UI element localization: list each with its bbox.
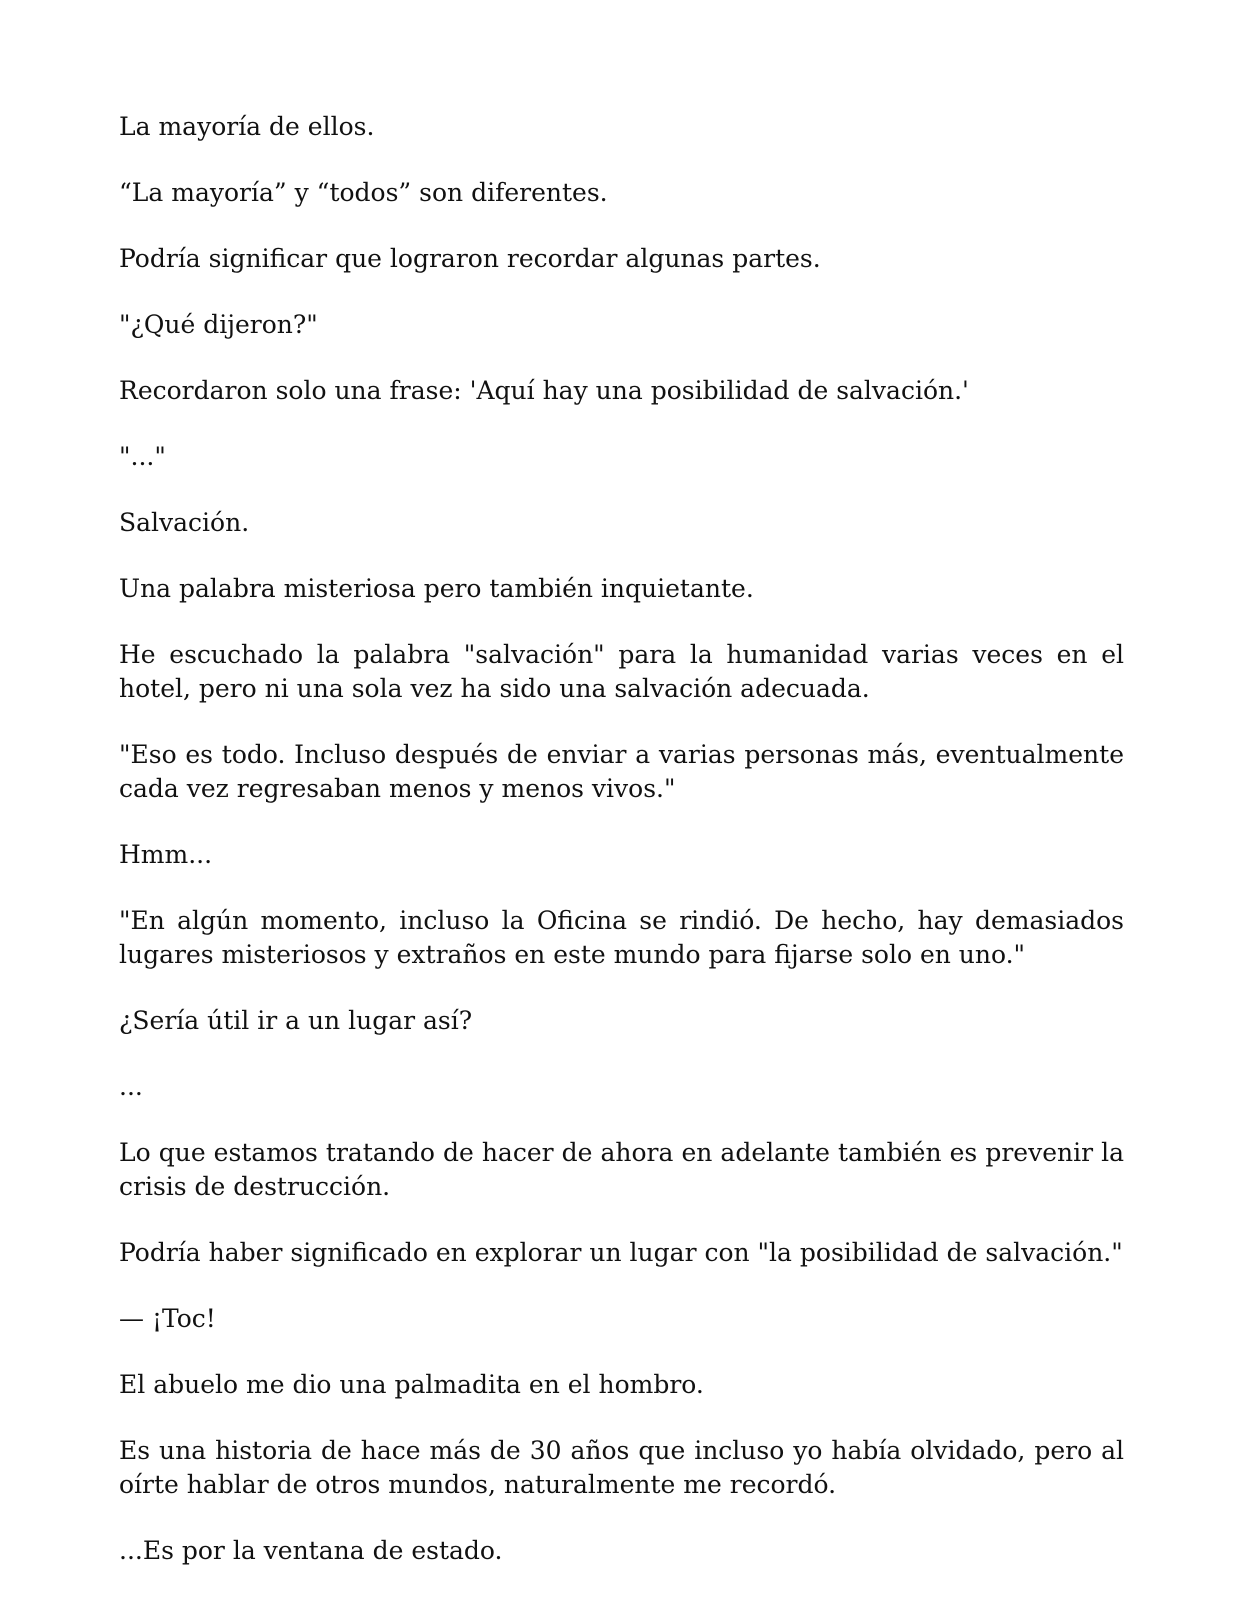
paragraph: Hmm... [119,840,213,869]
paragraph: Salvación. [119,508,250,537]
paragraph: "¿Qué dijeron?" [119,310,318,339]
paragraph: ¿Sería útil ir a un lugar así? [119,1006,473,1035]
paragraph: He escuchado la palabra "salvación" para la humanidad varias veces en el hotel, pero ni una sola vez ha sido una salvación adecuada. [119,640,1124,703]
paragraph: "En algún momento, incluso la Oficina se rindió. De hecho, hay demasiados lugares misteriosos y extraños en este mundo para fijarse solo en uno." [119,906,1124,969]
paragraph: “La mayoría” y “todos” son diferentes. [119,178,608,207]
paragraph: Una palabra misteriosa pero también inquietante. [119,574,754,603]
paragraph: Lo que estamos tratando de hacer de ahora en adelante también es prevenir la crisis de destrucción. [119,1138,1124,1201]
paragraph: ... [119,1072,143,1101]
paragraph: Podría significar que lograron recordar algunas partes. [119,244,821,273]
paragraph: La mayoría de ellos. [119,112,375,141]
paragraph: ...Es por la ventana de estado. [119,1536,503,1565]
paragraph: El abuelo me dio una palmadita en el hombro. [119,1370,704,1399]
paragraph: Podría haber significado en explorar un lugar con "la posibilidad de salvación." [119,1238,1123,1267]
paragraph: "..." [119,442,166,471]
paragraph: "Eso es todo. Incluso después de enviar a varias personas más, eventualmente cada vez regresaban menos y menos vivos." [119,740,1124,803]
paragraph: — ¡Toc! [119,1304,216,1333]
paragraph: Recordaron solo una frase: 'Aquí hay una posibilidad de salvación.' [119,376,969,405]
document-body [119,110,1124,1600]
paragraph: Es una historia de hace más de 30 años que incluso yo había olvidado, pero al oírte hablar de otros mundos, naturalmente me recordó. [119,1436,1124,1499]
